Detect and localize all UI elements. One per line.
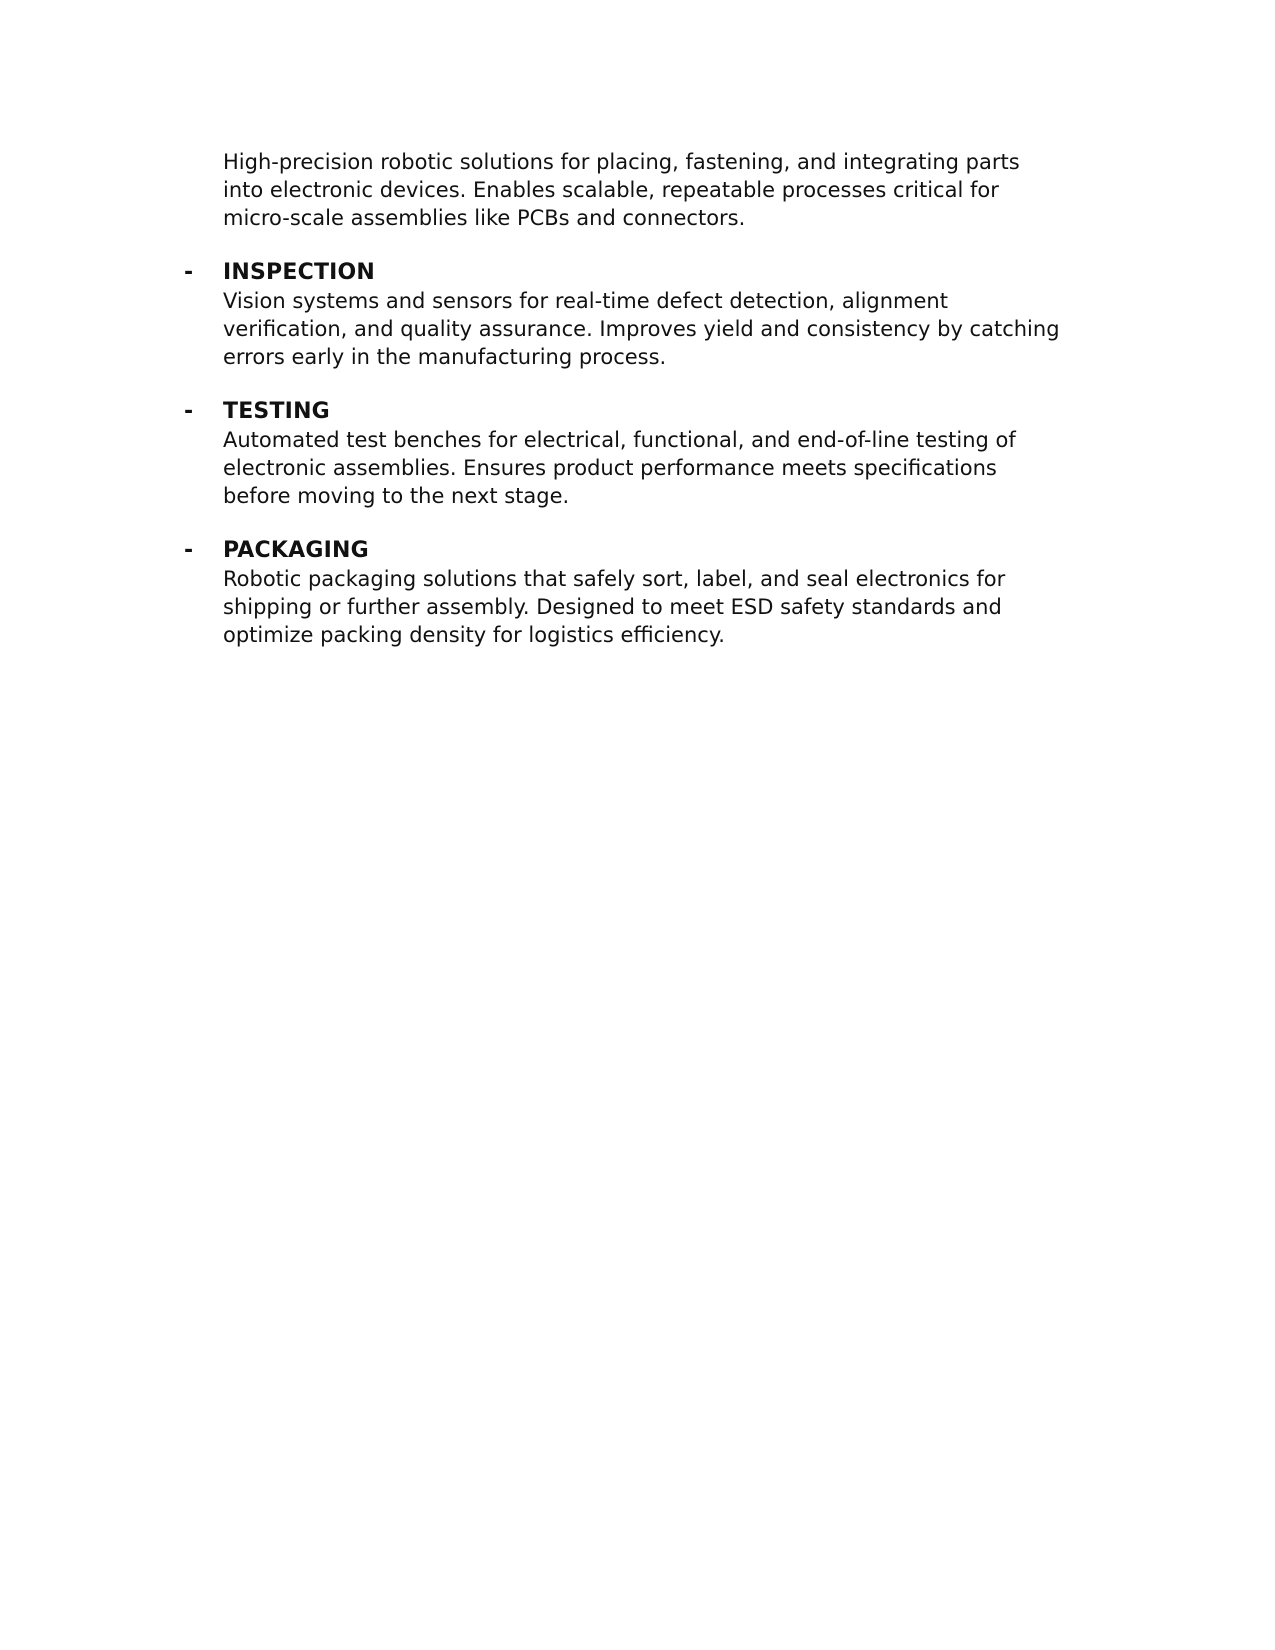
section-description: Automated test benches for electrical, functional, and end-of-line testing of electronic assemblies. Ensures product performance meets specifications before moving to the next stage. bbox=[223, 428, 1016, 508]
section-heading: PACKAGING bbox=[223, 538, 369, 563]
bullet-dash: - bbox=[184, 260, 194, 285]
section-heading: TESTING bbox=[223, 399, 330, 424]
section-description: Vision systems and sensors for real-time defect detection, alignment verification, and quality assurance. Improves yield and consistency by catching errors early in the manufacturing process. bbox=[223, 289, 1060, 369]
section-heading: INSPECTION bbox=[223, 260, 376, 285]
bullet-dash: - bbox=[184, 399, 194, 424]
bullet-dash: - bbox=[184, 538, 194, 563]
intro-paragraph: High-precision robotic solutions for placing, fastening, and integrating parts into electronic devices. Enables scalable, repeatable processes critical for micro-scale assemblies like PCBs and connectors. bbox=[223, 150, 1020, 230]
section-description: Robotic packaging solutions that safely sort, label, and seal electronics for shipping or further assembly. Designed to meet ESD safety standards and optimize packing density for logistics efficiency. bbox=[223, 567, 1006, 647]
